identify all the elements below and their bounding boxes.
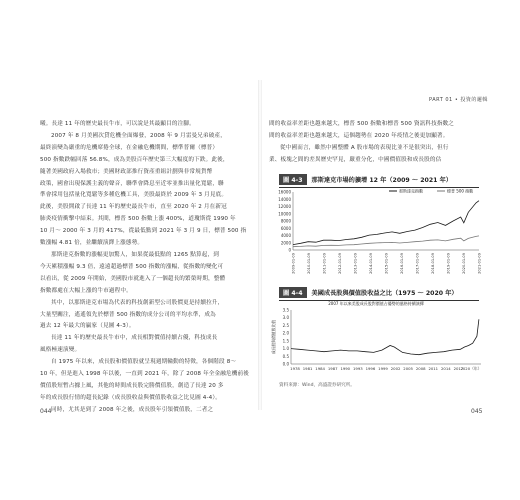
right-page xyxy=(261,0,520,500)
x-tick-label: 1993 xyxy=(353,366,363,371)
x-tick-label: 2021-01-09 xyxy=(477,253,482,274)
figure-4-3-chart xyxy=(269,186,487,280)
text-line: 同時，尤其是到了 2008 年之後，成長股年引領價值股，二者之 xyxy=(51,406,214,413)
series-line-標普 500 指數 xyxy=(293,236,479,247)
text-line: 以看出，從 2009 年開始，美國股市就進入了一個超長的繁榮時期，整體 xyxy=(40,275,226,282)
y-tick-label: 2.5 xyxy=(282,322,289,328)
text-line: 大量型關注，遙遙領先於標普 500 指數的成分公司的平均水準，成為 xyxy=(40,311,216,318)
y-tick-label: 10000 xyxy=(278,211,291,217)
y-tick-label: 3.5 xyxy=(282,307,289,313)
text-line: 從中國而言，雖然中國整體 A 股市場的表現比並不是很突出，但行 xyxy=(280,144,449,151)
x-tick-label: 2020-01-09 xyxy=(462,253,466,274)
text-line: 過去 12 年最大的贏家（見圖 4-3）。 xyxy=(40,323,135,330)
text-line: 自 1975 年以來，成長股和價值股就呈現週期輪動的特徵，各個階段 8～ xyxy=(51,359,237,366)
x-tick-label: 2002 xyxy=(390,366,401,371)
x-tick-label: 2009-01-09 xyxy=(291,253,296,274)
text-line: 指數都處在大幅上漲的牛市過程中。 xyxy=(40,287,132,294)
y-tick-label: 14000 xyxy=(278,196,291,202)
text-line: 500 指數跌幅回落 56.8%，成為美股百年歷史第三大幅度的下跌。此後， xyxy=(40,156,229,163)
text-line: 10 年，但是進入 1998 年以後，一直到 2021 年，除了 2008 年全金融危機前後 xyxy=(40,371,250,378)
legend-label: 標普 500 指數 xyxy=(447,188,474,194)
figure-4-3-title xyxy=(279,174,452,185)
text-line: 數漲幅 4.81 倍，並繼續演繹上漲態勢。 xyxy=(40,240,144,247)
x-tick-label: 2017-01-09 xyxy=(415,253,420,274)
x-tick-label: 1990 xyxy=(340,366,351,371)
x-tick-label: 1987 xyxy=(327,366,338,371)
left-body-text xyxy=(40,119,254,417)
y-tick-label: 1.0 xyxy=(282,346,289,352)
y-tick-label: 8000 xyxy=(280,218,291,224)
text-line: 那斯達克指數的漲幅更加驚人，如果從最低點的 1265 點算起，到 xyxy=(51,251,220,258)
x-tick-label: 1984 xyxy=(315,366,325,371)
text-line: 業、板塊之間的差異歷史罕見，嚴重分化，中國價值股和成長股的估 xyxy=(269,156,442,163)
x-tick-label: 2018-01-09 xyxy=(431,253,435,274)
text-line: 價值股短暫占據上風，其他的時間成長股完勝價值股，創造了長達 20 多 xyxy=(40,382,224,389)
y-tick-label: 12000 xyxy=(278,204,291,209)
text-line: 最終演變為嚴重的危機席捲全球，在金融危機期間，標準普爾（標普） xyxy=(40,144,219,151)
x-tick-label: 1999 xyxy=(378,366,388,371)
y-axis-label: 成長股與價值股比值 xyxy=(271,319,276,355)
figure-4-4-label: 圖 4-4 xyxy=(279,287,307,298)
y-tick-label: 0 xyxy=(288,247,291,253)
text-line: 今天累積漲幅 9.3 倍，遠遠超過標普 500 指數的漲幅，從指數的變化可 xyxy=(40,263,224,270)
right-body-text xyxy=(269,119,483,167)
text-line: 其中，以那斯達克市場為代表的科技創新型公司股價更是持續拉升， xyxy=(51,299,224,306)
x-tick-label: 2017 xyxy=(453,366,464,371)
x-tick-label: 2014 xyxy=(441,366,451,371)
x-tick-label: 2014-01-09 xyxy=(369,253,373,274)
text-line: 此後，美股開啟了長達 11 年的歷史最長牛市，直至 2020 年 2 月在新冠 xyxy=(40,204,227,211)
x-tick-label: 2020（年） xyxy=(460,366,482,371)
figure-4-3-title-text: 那斯達克市場的擴增 12 年（2009 ～ 2021 年） xyxy=(311,177,452,184)
x-tick-label: 2011-01-09 xyxy=(322,253,327,274)
text-line: 年的成長股行情的超長紀錄（成長股收益與價值股收益之比見圖 4-4）。 xyxy=(40,394,222,401)
x-tick-label: 1978 xyxy=(290,366,300,371)
y-tick-label: 6000 xyxy=(280,225,291,231)
x-tick-label: 2012-01-09 xyxy=(338,253,342,274)
text-line: 準會採用包括量化寬鬆等多種危機工具，美股最終於 2009 年 3 月見底。 xyxy=(40,192,228,199)
y-tick-label: 4000 xyxy=(280,233,291,238)
figure-4-4-chart xyxy=(269,298,487,378)
text-line: 隨著美國政府入場救市；美國財政部推行資產重組計劃與非常規貨幣 xyxy=(40,168,213,175)
text-line: 風格極速演變。 xyxy=(40,347,81,354)
y-tick-label: 1.5 xyxy=(282,338,289,344)
figure-4-4-title-text: 美國成長股與價值股收益之比（1975 ～ 2020 年） xyxy=(311,290,458,297)
x-tick-label: 2010-01-09 xyxy=(307,253,311,274)
text-line: 長達 11 年的歷史最長牛市中，成長相對價值持續占優，科技成長 xyxy=(51,335,218,342)
x-tick-label: 2011 xyxy=(428,366,439,371)
text-line: 2007 年 8 月美國次貸危機全面爆發，2008 年 9 月雷曼兄弟破產， xyxy=(51,132,227,139)
text-line: 間的收益率差距也越來越大，標普 500 指數和標普 500 資訊科技指數之 xyxy=(269,121,455,127)
y-tick-label: 3.0 xyxy=(282,315,289,321)
right-page-number: 045 xyxy=(471,408,483,415)
text-line: 10 月～ 2000 年 3 月的 417%，從最低點到 2021 年 3 月 9 日，標普 500 指 xyxy=(40,228,247,235)
x-tick-label: 1996 xyxy=(365,366,376,371)
x-tick-label: 2015-01-09 xyxy=(384,253,389,274)
y-tick-label: 16000 xyxy=(278,189,291,195)
series-line-那斯達克指數 xyxy=(293,201,479,245)
y-tick-label: 0.5 xyxy=(282,353,289,359)
x-tick-label: 2013-01-09 xyxy=(353,253,358,274)
text-line: 曦。長達 11 年的歷史最長牛市，可以說是其最顯目的注腳。 xyxy=(40,121,195,127)
text-line: 間的收益率差距也越來越大，這個趨勢在 2020 年疫情之後更加顯著。 xyxy=(269,132,449,139)
y-tick-label: 2.0 xyxy=(282,330,289,336)
y-tick-label: 2000 xyxy=(280,240,291,246)
figure-4-4-title xyxy=(279,287,458,298)
x-tick-label: 2019-01-09 xyxy=(446,253,451,274)
source-note: 資料來源：Wind，高盛證券研究所。 xyxy=(279,383,355,388)
chart-subtitle: 2007 年以來美股成長股對價值占優勢的風格持續演繹 xyxy=(328,301,424,306)
y-tick-label: 0.0 xyxy=(282,361,289,367)
x-tick-label: 2005 xyxy=(403,366,413,371)
x-tick-label: 2008 xyxy=(415,366,426,371)
figure-4-3-label: 圖 4-3 xyxy=(279,174,307,185)
text-line: 政策，國會出現保護主義的聲音，聯準會降息至近零並推出量化寬鬆，聯 xyxy=(40,180,224,187)
running-header: PART 01 • 投資的邏輯 xyxy=(429,97,488,103)
left-page-number: 044 xyxy=(40,408,52,415)
legend-label: 那斯達克指數 xyxy=(399,188,423,194)
x-tick-label: 1981 xyxy=(302,366,313,371)
left-page xyxy=(0,0,259,500)
text-line: 肺炎疫情衝擊中結束。其間，標普 500 指數上漲 400%，道瓊斯從 1990 年 xyxy=(40,216,236,223)
series-line-0 xyxy=(291,319,479,354)
x-tick-label: 2016-01-09 xyxy=(400,253,404,274)
